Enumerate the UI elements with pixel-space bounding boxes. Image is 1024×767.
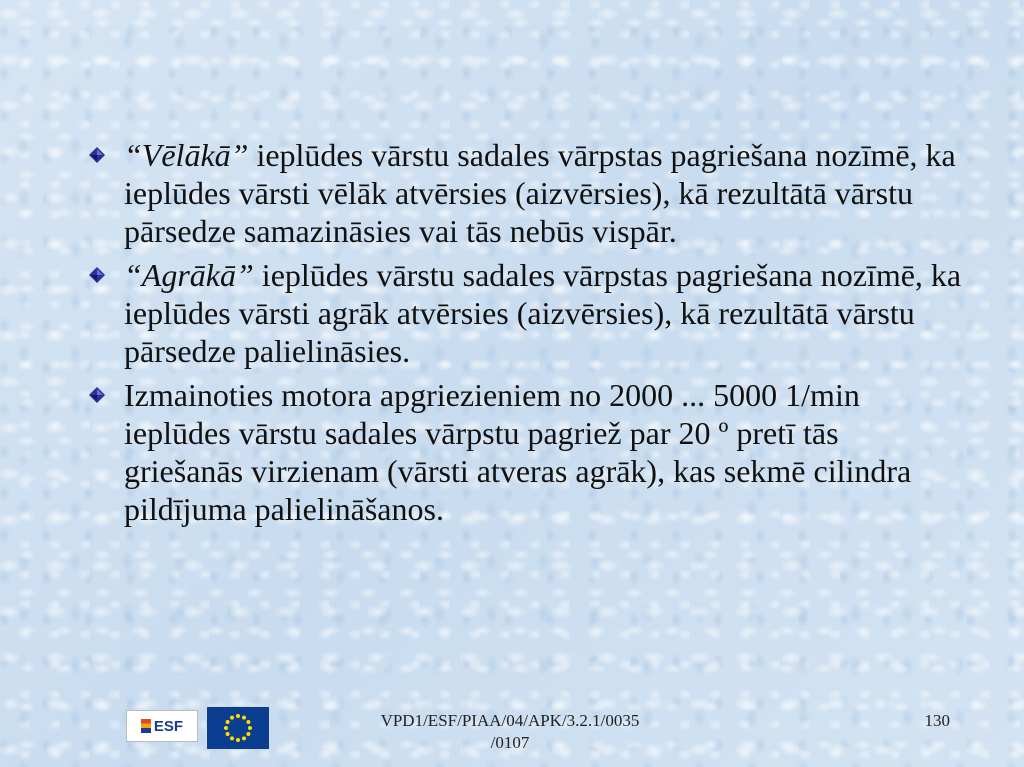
esf-logo-text: ESF xyxy=(153,717,184,735)
slide-footer xyxy=(0,700,1024,760)
diamond-bullet-icon xyxy=(88,146,106,164)
esf-logo xyxy=(126,710,198,742)
esf-mark-icon xyxy=(141,719,151,733)
bullet-text xyxy=(124,257,961,369)
bullet-body: Izmainoties motora apgriezieniem no 2000 ... 5000 1/min ieplūdes vārstu sadales vārpstu pagriež par 20 º pretī tās griešanās virzienam (vārsti atveras agrāk), kas sekmē cilindra pildījuma palielināšanos. xyxy=(124,377,912,527)
bullet-item xyxy=(84,136,964,250)
eu-flag-icon xyxy=(206,706,270,750)
slide-content xyxy=(84,136,964,534)
bullet-body: ieplūdes vārstu sadales vārpstas pagriešana nozīmē, ka ieplūdes vārsti vēlāk atvērsies (aizvērsies), kā rezultātā vārstu pārsedze samazināsies vai tās nebūs vispār. xyxy=(124,137,956,249)
page-number: 130 xyxy=(924,711,950,730)
bullet-text xyxy=(124,137,956,249)
bullet-quoted-term: “Agrākā” xyxy=(124,257,254,293)
footer-code-line1: VPD1/ESF/PIAA/04/APK/3.2.1/0035 xyxy=(380,711,640,730)
bullet-quoted-term: “Vēlākā” xyxy=(124,137,249,173)
bullet-text xyxy=(124,377,911,527)
footer-code-line2: /0107 xyxy=(490,733,530,752)
footer-project-code xyxy=(340,710,680,754)
diamond-bullet-icon xyxy=(88,266,106,284)
diamond-bullet-icon xyxy=(88,386,106,404)
bullet-body: ieplūdes vārstu sadales vārpstas pagriešana nozīmē, ka ieplūdes vārsti agrāk atvērsies (aizvērsies), kā rezultātā vārstu pārsedze palielināsies. xyxy=(124,257,962,369)
bullet-item xyxy=(84,256,964,370)
bullet-item xyxy=(84,376,964,528)
